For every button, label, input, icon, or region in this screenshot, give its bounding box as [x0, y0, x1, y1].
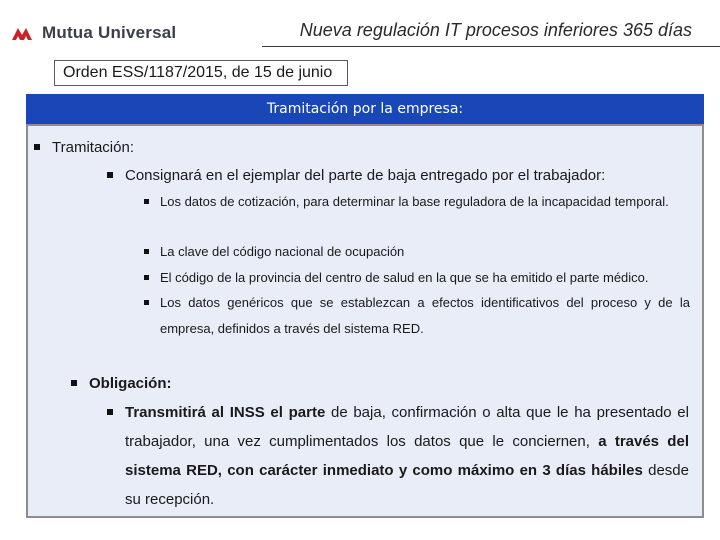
bullet-transmitira	[107, 398, 689, 514]
square-bullet-icon	[34, 144, 40, 150]
obligacion-label: Obligación:	[89, 375, 172, 392]
mutua-universal-logo	[12, 20, 176, 46]
order-reference-box: Orden ESS/1187/2015, de 15 de junio	[54, 60, 348, 86]
square-bullet-icon	[144, 249, 149, 254]
list-item: La clave del código nacional de ocupación	[144, 239, 690, 265]
title-underline	[262, 46, 720, 47]
bullet-tramitacion	[34, 139, 134, 157]
slide-title: Nueva regulación IT procesos inferiores 365 días	[299, 20, 692, 40]
list-item: Los datos de cotización, para determinar la base reguladora de la incapacidad temporal.	[144, 189, 690, 215]
tramitacion-colon: :	[129, 139, 134, 156]
list-item: Los datos genéricos que se establezcan a efectos identificativos del proceso y de la empresa, definidos a través del sistema RED.	[144, 290, 690, 342]
bullet-obligacion	[71, 375, 172, 393]
tramitacion-label: Tramitación	[52, 139, 130, 156]
square-bullet-icon	[71, 380, 77, 386]
square-bullet-icon	[144, 275, 149, 280]
logo-chevron-icon	[12, 26, 36, 40]
square-bullet-icon	[144, 300, 149, 305]
list-item: El código de la provincia del centro de salud en la que se ha emitido el parte médico.	[144, 265, 690, 291]
transmitira-text: Transmitirá al INSS el parte de baja, confirmación o alta que le ha presentado el trabajador, una vez cumplimentados los datos que le conciernen, a través del sistema RED, con carácter inmediato y como máximo en 3 días hábiles desde su recepción.	[125, 404, 689, 508]
square-bullet-icon	[107, 172, 113, 178]
bullet-consignara	[107, 167, 687, 185]
section-band: Tramitación por la empresa:	[26, 94, 704, 124]
square-bullet-icon	[144, 199, 149, 204]
logo-text: Mutua Universal	[42, 23, 177, 42]
consignara-text: Consignará en el ejemplar del parte de baja entregado por el trabajador:	[125, 167, 606, 184]
square-bullet-icon	[107, 409, 113, 415]
